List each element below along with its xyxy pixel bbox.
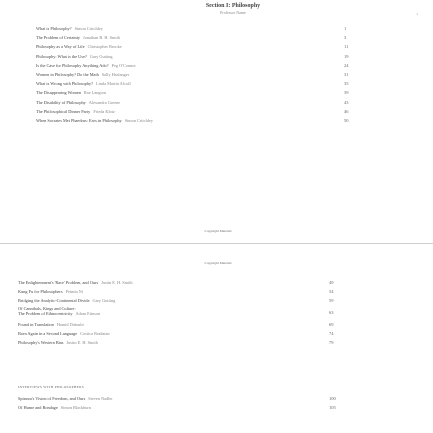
entry-author: Rae Langton [83, 90, 106, 96]
entry-title: Bridging the Analytic-Continental Divide [18, 298, 90, 303]
entry-title: What is Philosophy? [36, 26, 72, 32]
entry-title: Is the Case for Philosophy Anything Ado? [36, 62, 109, 68]
entry-author: Frieda Klotz [93, 108, 115, 114]
list-item [36, 107, 366, 116]
entry-author: Sally Haslanger [101, 72, 130, 78]
list-item [18, 403, 338, 412]
entry-title: What is Wrong with Philosophy? [36, 81, 94, 87]
entry-page: 3 [344, 35, 347, 41]
list-item [36, 33, 366, 42]
entry-author: Peimin Ni [65, 289, 84, 294]
entry-page: 105 [329, 405, 336, 410]
entry-page: 19 [344, 53, 349, 59]
entry-author: Christopher Brooke [87, 44, 122, 50]
entry-title: When Socrates Met Phaedrus: Eros in Philosophy [36, 117, 122, 123]
entry-author: Simon Critchley [124, 117, 153, 123]
entry-title: Kung Fu for Philosophers [18, 289, 63, 294]
entry-page: 39 [344, 90, 349, 96]
entry-title: The Disappearing Women [36, 90, 81, 96]
entry-page: 100 [329, 396, 336, 401]
entry-author: Steven Nadler [88, 396, 113, 401]
entry-page: 69 [329, 322, 334, 327]
list-item [18, 278, 338, 287]
list-item [18, 287, 338, 296]
entry-author: Alexandra Greene [88, 99, 121, 105]
entry-title: Born Again in a Second Language [18, 331, 78, 336]
entry-title: The Problem of Certainty [36, 35, 81, 41]
entry-author: Hamid Dabashi [56, 322, 84, 327]
entry-title: Of Cannibals, Kings and Culture: [18, 306, 76, 311]
list-item [36, 116, 366, 125]
divider-label: Copyright Material [204, 229, 232, 233]
list-item [18, 320, 338, 329]
entry-author: Peg O'Connor [111, 62, 136, 68]
entry-author: Justin E. H. Smith [101, 280, 133, 285]
entry-author: Simon Blackburn [60, 405, 91, 410]
entry-title: Philosophy: What is the Use? [36, 53, 87, 59]
contents-list-3 [18, 394, 338, 412]
entry-author: Simon Critchley [74, 26, 103, 32]
entry-page: 50 [344, 117, 349, 123]
section-title: Section I: Philosophy [205, 3, 261, 9]
list-item [36, 88, 366, 97]
list-item [36, 42, 366, 51]
section-heading: INTERVIEWS WITH PHILOSOPHERS [18, 385, 84, 389]
entry-page: 49 [329, 280, 334, 285]
entry-page: 54 [329, 289, 334, 294]
editor-line: Professor Name [220, 10, 246, 15]
list-item [36, 24, 366, 33]
page-divider [0, 243, 433, 244]
list-item [36, 70, 366, 79]
entry-author: Jonathan B. H. Smith [83, 35, 120, 41]
list-item [36, 61, 366, 70]
entry-page: 59 [329, 298, 334, 303]
entry-title: Of Hume and Bondage [18, 405, 58, 410]
entry-page: 35 [344, 81, 349, 87]
list-item [18, 329, 338, 338]
contents-list-2 [18, 278, 338, 347]
entry-page: 24 [344, 62, 349, 68]
list-item [18, 305, 338, 320]
entry-title: The Enlightenment's 'Race' Problem, and Ours [18, 280, 99, 285]
entry-title: Spinoza's Vision of Freedom, and Ours [18, 396, 86, 401]
entry-page: 63 [329, 310, 334, 315]
entry-author: Costica Bradatan [80, 331, 110, 336]
entry-page: 46 [344, 108, 349, 114]
entry-author: Adam Etinson [75, 311, 101, 316]
entry-author: Gary Gutting [92, 298, 116, 303]
page-label: Copyright Material [204, 261, 232, 265]
entry-title: The Philosophical Dinner Party [36, 108, 91, 114]
list-item [18, 394, 338, 403]
list-item [18, 296, 338, 305]
chevron-right-icon: › [416, 12, 418, 17]
list-item [36, 98, 366, 107]
entry-page: 11 [344, 44, 349, 50]
entry-author: Justin E. H. Smith [66, 340, 98, 345]
entry-title-cont: The Problem of Ethnocentricity [18, 311, 73, 316]
entry-page: 43 [344, 99, 349, 105]
entry-title: Philosophy as a Way of Life [36, 44, 85, 50]
entry-author: Linda Martín Alcoff [96, 81, 131, 87]
entry-page: 79 [329, 340, 334, 345]
entry-title: Philosophy's Western Bias [18, 340, 64, 345]
entry-title: Found in Translation [18, 322, 54, 327]
list-item [18, 338, 338, 347]
entry-title: Women in Philosophy? Do the Math [36, 72, 99, 78]
list-item [36, 79, 366, 88]
entry-page: 31 [344, 72, 349, 78]
contents-list-1 [36, 24, 366, 125]
list-item [36, 52, 366, 61]
entry-page: 1 [344, 26, 347, 32]
entry-page: 74 [329, 331, 334, 336]
entry-author: Gary Gutting [89, 53, 113, 59]
entry-title: The Disability of Philosophy [36, 99, 86, 105]
